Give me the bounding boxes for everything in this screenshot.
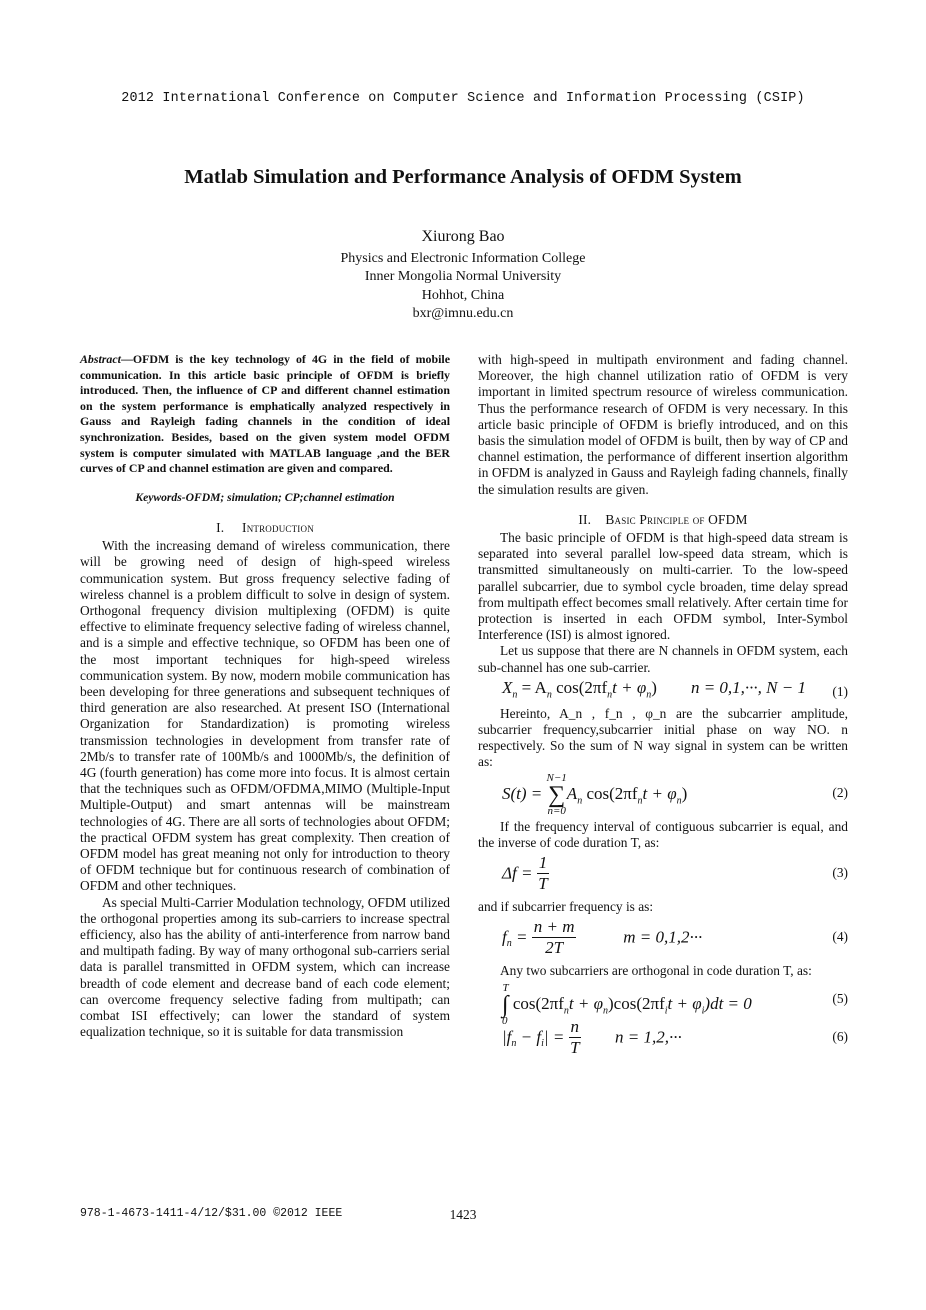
equation-3 — [478, 851, 848, 899]
equation-number: (3) — [832, 865, 848, 881]
equation-number: (5) — [832, 991, 848, 1007]
equation-number: (4) — [832, 929, 848, 945]
eq-term: S(t) = — [502, 783, 543, 803]
eq-denominator: T — [538, 874, 548, 894]
eq-denominator: 2T — [545, 938, 564, 958]
copyright-notice: 978-1-4673-1411-4/12/$31.00 ©2012 IEEE — [80, 1207, 343, 1220]
section-heading-introduction — [80, 520, 450, 536]
right-column — [478, 352, 848, 1063]
section-title: Basic Principle of OFDM — [605, 511, 748, 527]
eq-condition: n = 1,2,··· — [615, 1027, 682, 1047]
equation-6: $|f_n - f_i|$ = $\frac{n}{T}$ n = 1,2,··· (6) — [502, 1017, 848, 1058]
eq-term: cos(2πf — [512, 994, 564, 1014]
equation-1: $X_n = A_n$ $\cos(2\pi f_nt + \varphi_n)$ n = 0,1,···, N − 1 (1) — [502, 677, 848, 701]
page-number: 1423 — [449, 1207, 477, 1222]
paragraph: with high-speed in multipath environment and fading channel. Moreover, the high channel utilization ratio of OFDM is very important in limited spectrum resource of wireless communication. Thus the performance research of OFDM is very necessary. In this article basic principle of OFDM is briefly introduced, and on this basis the simulation model of OFDM is built, then by way of CP and channel estimation, the performance of different insertion algorithm in OFDM is analyzed in Gauss and Rayleigh fading channels, finally the simulation results are given. — [478, 352, 848, 497]
eq-term: f — [502, 927, 507, 947]
eq-numerator: 1 — [538, 853, 548, 873]
eq-numerator: n + m — [533, 917, 575, 937]
conference-header: 2012 International Conference on Computer Science and Information Processing (CSIP) — [121, 91, 805, 106]
eq-term: X — [502, 677, 513, 697]
equation-2: S(t) = N−1 ∑ n=0 $A_n$ $\cos(2\pi f_nt + \varphi_n)$ (2) — [502, 771, 848, 817]
section-number: I. — [216, 519, 225, 535]
affiliation-line: Physics and Electronic Information College — [340, 250, 586, 266]
eq-term: cos(2πf — [556, 677, 608, 697]
eq-term: A — [566, 783, 578, 803]
eq-term: | = — [543, 1027, 565, 1047]
author-block — [0, 228, 926, 324]
abstract-label: Abstract — [80, 352, 121, 366]
eq-term: )cos(2πf — [608, 994, 665, 1014]
paragraph: As special Multi-Carrier Modulation technology, OFDM utilized the orthogonal properties among its sub-carriers to increase spectral efficiency, also has the ability of anti-interference from narrow band and multipath fading. By way of many orthogonal sub-carriers serial data is parallel transmitted in OFDM system, which can increase breadth of code element and decrease band of each code element; can overcome frequency selective fading from multipath; can combat ISI effectively; can lower the standard of system equalization technique, so it is suitable for data transmission — [80, 894, 450, 1040]
eq-denominator: T — [570, 1038, 580, 1058]
paragraph: Let us suppose that there are N channels in OFDM system, each sub-channel has one sub-carrier. — [478, 643, 848, 675]
left-column — [80, 352, 450, 1040]
eq-term: − f — [516, 1027, 542, 1047]
keywords: Keywords-OFDM; simulation; CP;channel estimation — [135, 490, 395, 504]
eq-term: cos(2πf — [586, 783, 638, 803]
paper-title: Matlab Simulation and Performance Analysis of OFDM System — [184, 166, 742, 188]
paragraph: Hereinto, A_n , f_n , φ_n are the subcarrier amplitude, subcarrier frequency,subcarrier initial phase on way NO. n respectively. So the sum of N way signal in system can be written as: — [478, 705, 848, 770]
eq-condition: n = 0,1,···, N − 1 — [690, 677, 806, 697]
paragraph: The basic principle of OFDM is that high-speed data stream is separated into several parallel low-speed data stream, which is transmitted simultaneously on multi-carrier. To the low-speed parallel subcarrier, due to symbol cycle broaden, time delay spread from multipath effect becomes small relatively. After certain time for protection is inserted in each OFDM symbol, Inter-Symbol Interference (ISI) is almost ignored. — [478, 530, 848, 643]
eq-term: t + φ — [612, 677, 647, 697]
eq-numerator: n — [570, 1017, 580, 1037]
equation-number: (2) — [832, 784, 848, 800]
section-heading-basic-principle — [478, 512, 848, 528]
eq-term: t + φ — [642, 783, 677, 803]
equation-5: T ∫ 0 $\cos(2\pi f_nt + \varphi_n)\cos(2\pi f_it + \varphi_i)dt = 0$ (5) — [502, 982, 848, 1028]
eq-term: = A — [521, 677, 547, 697]
eq-term: Δf = — [502, 863, 533, 883]
affiliation-line: Hohhot, China — [421, 287, 505, 303]
paragraph: If the frequency interval of contiguous subcarrier is equal, and the inverse of code duration T, as: — [478, 818, 848, 850]
eq-term: )dt = 0 — [704, 994, 752, 1014]
equation-4: $f_n$ = $\frac{n + m}{2T}$ m = 0,1,2··· (4) — [502, 917, 848, 958]
equation-number: (1) — [832, 683, 848, 699]
abstract-text: —OFDM is the key technology of 4G in the field of mobile communication. In this article basic principle of OFDM is briefly introduced. Then, the influence of CP and different channel estimation on the system performance is emphatically analyzed respectively in Gauss and Rayleigh fading channels in the condition of ideal synchronization. Besides, based on the given system model OFDM system is computer simulated with MATLAB language ,and the BER curves of CP and channel estimation are given and compared. — [80, 352, 450, 476]
summation-symbol: N−1 ∑ n=0 — [546, 771, 567, 817]
section-number: II. — [578, 511, 592, 527]
abstract — [80, 352, 450, 477]
eq-term: |f — [502, 1027, 512, 1047]
paragraph: Any two subcarriers are orthogonal in code duration T, as: — [500, 963, 812, 979]
section-title: Introduction — [242, 519, 314, 535]
equation-number: (6) — [832, 1029, 848, 1045]
eq-term: t + φ — [667, 994, 702, 1014]
author-email: bxr@imnu.edu.cn — [412, 306, 514, 321]
author-name: Xiurong Bao — [421, 228, 505, 245]
integral-symbol: T ∫ 0 — [502, 982, 509, 1028]
paragraph: and if subcarrier frequency is as: — [478, 899, 654, 915]
affiliation-line: Inner Mongolia Normal University — [364, 269, 562, 284]
eq-condition: m = 0,1,2··· — [623, 927, 703, 947]
eq-term: t + φ — [568, 994, 604, 1014]
paragraph: With the increasing demand of wireless communication, there will be growing need of design of high-speed wireless communication system. But gross frequency selective fading of wireless channel is a problem difficult to solve in design of system. Orthogonal frequency division multiplexing (OFDM) is quite effective to eliminate frequency selective fading of wireless channel, and is a simple and effective technique, so OFDM has been one of the most important techniques for high-speed wireless communication system. By now, modern mobile communication has been developing for three generations and subsequent techniques of third generation are also researched. At present ISO (International Organization for Standardization) is promoting wireless transmission technologies in development from transfer rate of 2Mb/s to transfer rate of 100Mb/s and 1000Mb/s, the definition of 4G (fourth generation) has come more into focus. It is almost certain that the techniques such as OFDM/OFDMA,MIMO (Multiple-Input Multiple-Output) and smart antennas will be mainstream technologies of 4G. There are all sorts of technologies about OFDM; the practical OFDM system has great complexity. Then creation of OFDM model has great meaning not only for introduction to theory of OFDM technique but for continuous research of combination of OFDM and other techniques. — [80, 538, 450, 894]
